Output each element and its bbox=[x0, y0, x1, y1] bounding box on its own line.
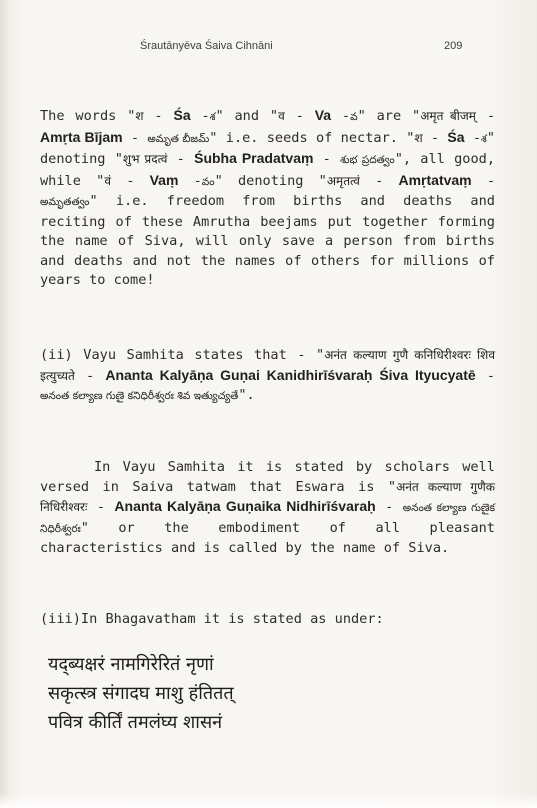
text-segment: - bbox=[313, 151, 341, 167]
text-segment: " i.e. seeds of nectar. " bbox=[209, 129, 415, 146]
text-segment: The words " bbox=[40, 108, 136, 124]
text-segment: - bbox=[74, 367, 106, 384]
text-segment: - bbox=[359, 172, 399, 189]
devanagari-text: अमृत बीजम् bbox=[420, 109, 476, 123]
devanagari-text: व bbox=[278, 109, 285, 123]
paragraph-bhagavatham-intro bbox=[40, 610, 495, 630]
text-segment: - bbox=[475, 367, 495, 384]
text-segment: " or the embodiment of all pleasant characteristics and is called by the name of Siva. bbox=[40, 519, 495, 556]
devanagari-text: अनंत कल्याण गुणै कनिधिरीश्वरः शिव इत्युच्यते bbox=[40, 348, 496, 383]
transliteration: Ananta Kalyāṇa Guṇai Kanidhirīśvaraḥ Śiva Ityucyatē bbox=[105, 366, 476, 383]
text-segment: ". bbox=[238, 387, 255, 403]
paragraph-eswara-embodiment bbox=[40, 458, 495, 559]
text-segment: " denoting " bbox=[214, 172, 327, 189]
text-segment: - bbox=[375, 499, 403, 515]
text-segment: - bbox=[464, 129, 482, 146]
devanagari-text: अमृतत्वं bbox=[326, 173, 360, 188]
text-segment: In Vayu Samhita it is stated by scholars well versed in Saiva tatwam that Eswara is " bbox=[40, 459, 495, 495]
devanagari-text: अनंत कल्याण गुणैक निधिरीश्वरः bbox=[40, 479, 496, 514]
text-segment: - bbox=[167, 151, 195, 167]
text-segment: - bbox=[331, 108, 351, 124]
verse-line-1: यद्ब्यक्षरं नामगिरेरितं नृणां bbox=[48, 654, 214, 675]
telugu-text: అమృతత్వం bbox=[40, 196, 90, 208]
devanagari-text: शुभ प्रदत्वं bbox=[122, 152, 168, 166]
text-segment: - bbox=[284, 108, 315, 124]
telugu-text: అనంత కల్యాణ గుణై కనిధిరీశ్వరః శివ ఇత్యుచ్యతే bbox=[40, 390, 239, 402]
page-number: 209 bbox=[444, 40, 463, 52]
text-segment: " and " bbox=[215, 108, 279, 124]
verse-line-3: पवित्र कीर्तिं तमलंघ्य शासनं bbox=[48, 712, 223, 733]
text-segment: - bbox=[190, 108, 210, 124]
text-segment: - bbox=[178, 172, 202, 189]
telugu-text: వం bbox=[201, 175, 215, 188]
devanagari-text: श bbox=[135, 109, 144, 123]
running-header bbox=[0, 40, 537, 56]
telugu-text: శ bbox=[481, 132, 487, 145]
verse-line-2: सकृत्स्त्र संगादघ माशु हंतितत् bbox=[48, 683, 234, 704]
text-segment: " denoting " bbox=[40, 129, 496, 167]
running-title: Śrautānyēva Śaiva Cihnāni bbox=[140, 40, 273, 52]
transliteration: Amṛta Bījam bbox=[40, 128, 123, 145]
transliteration: Va bbox=[314, 107, 332, 123]
transliteration: Śa bbox=[447, 128, 465, 145]
transliteration: Amṛtatvaṃ bbox=[398, 171, 472, 188]
text-segment: - bbox=[111, 172, 150, 189]
text-segment: (iii)In Bhagavatham it is stated as under: bbox=[40, 611, 384, 627]
transliteration: Śa bbox=[173, 107, 191, 123]
telugu-text: అమృత బీజమ్ bbox=[147, 132, 210, 145]
sanskrit-verse bbox=[48, 650, 488, 737]
text-segment: ", all good, while " bbox=[40, 151, 496, 189]
devanagari-text: वं bbox=[104, 173, 111, 188]
text-segment: " i.e. freedom from births and deaths and reciting of these Amrutha beejams put together forming the name of Siva, will only save a person from births and deaths and not the names of others for millions of years to come! bbox=[40, 193, 495, 288]
transliteration: Ananta Kalyāṇa Guṇaika Nidhirīśvaraḥ bbox=[114, 498, 376, 514]
text-segment: (ii) Vayu Samhita states that - " bbox=[40, 347, 325, 363]
telugu-text: శుభ ప్రదత్వం bbox=[340, 154, 395, 166]
text-segment: - bbox=[87, 499, 115, 515]
text-segment: - bbox=[143, 108, 174, 124]
text-segment: - bbox=[422, 129, 448, 146]
paragraph-vayu-samhita-quote bbox=[40, 346, 495, 407]
text-segment: - bbox=[122, 129, 148, 146]
paragraph-amrita-bijam bbox=[40, 106, 495, 291]
text-segment: " are " bbox=[357, 108, 421, 124]
telugu-text: వ bbox=[350, 111, 358, 123]
text-segment: - bbox=[475, 108, 495, 124]
transliteration: Śubha Pradatvaṃ bbox=[194, 150, 314, 166]
transliteration: Vaṃ bbox=[149, 171, 179, 188]
devanagari-text: श bbox=[414, 130, 423, 145]
text-segment: - bbox=[471, 172, 496, 189]
telugu-text: అనంత కల్యాణ గుణైక నిధిరీశ్వరః bbox=[40, 502, 495, 535]
telugu-text: శ bbox=[209, 111, 216, 123]
